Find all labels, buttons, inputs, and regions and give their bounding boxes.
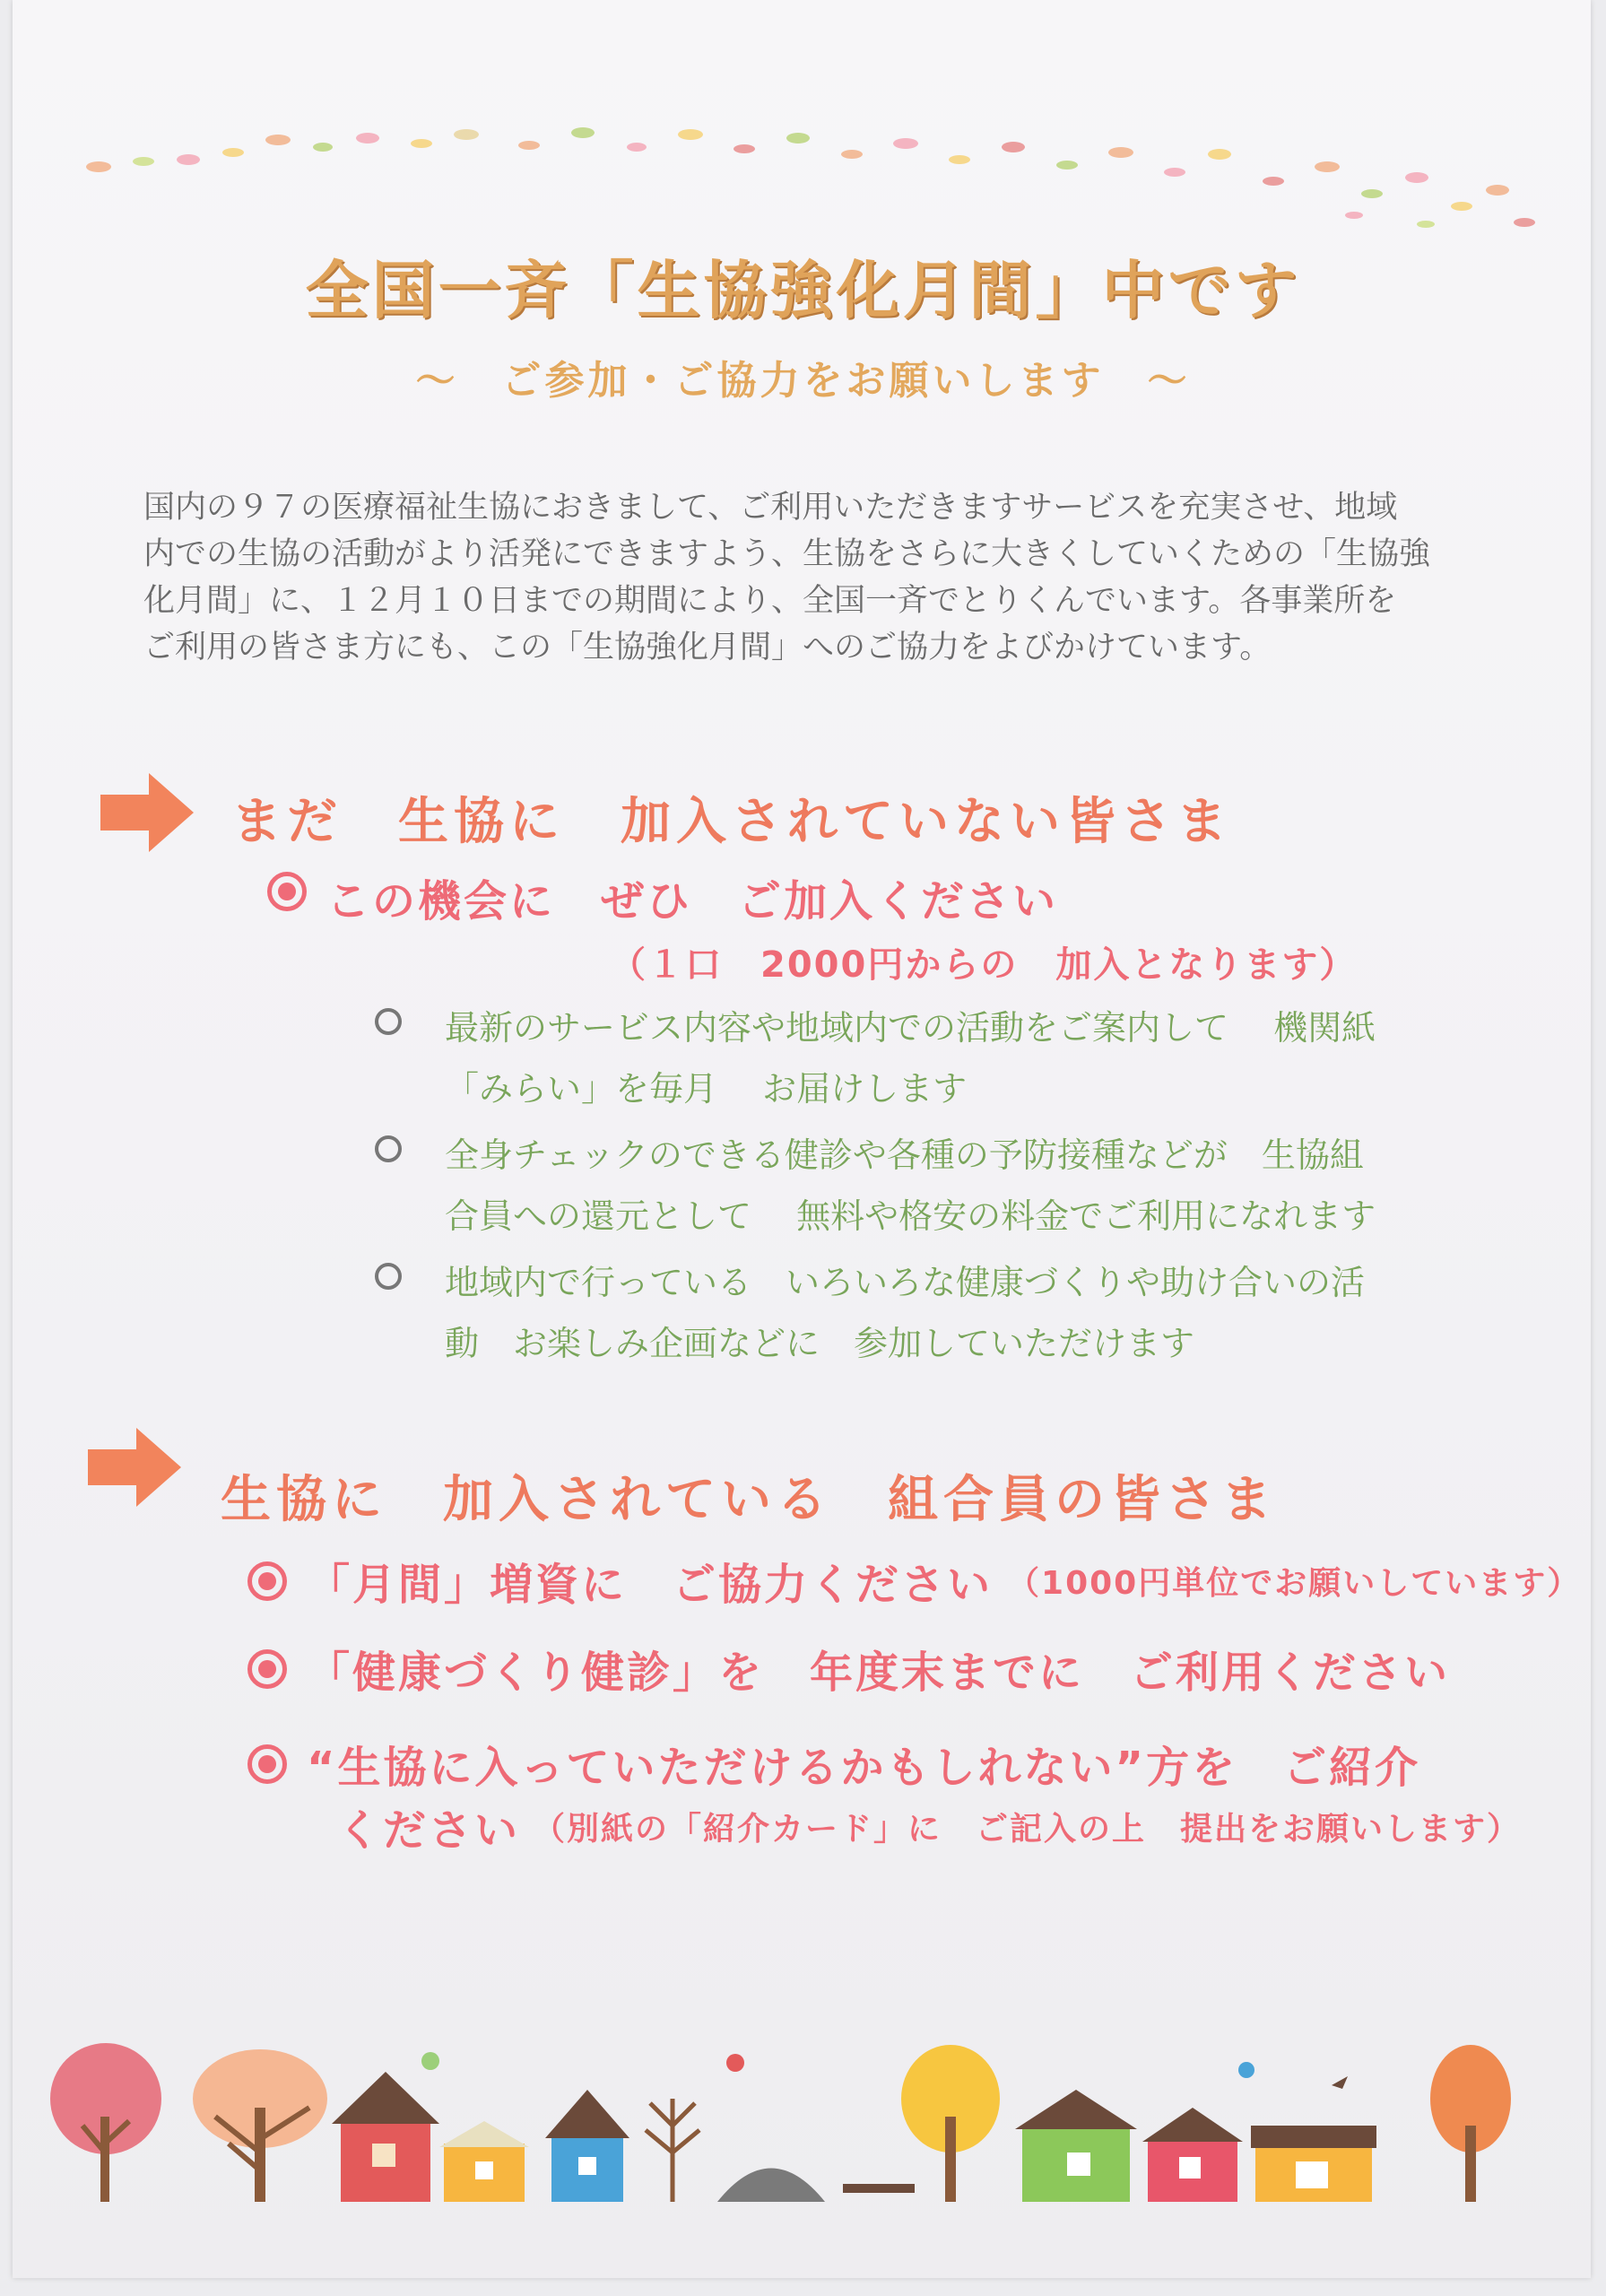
join-fee-note: （１口 2000円からの 加入となります）	[610, 944, 1358, 986]
section1-heading: まだ 生協に 加入されていない皆さま	[231, 793, 1232, 851]
member-bullet	[247, 1550, 1581, 1612]
bare-tree-icon	[646, 2099, 699, 2202]
bullet-dot-icon	[247, 1561, 287, 1601]
section1-bullet	[267, 866, 1058, 928]
falling-leaves-decoration	[81, 108, 1551, 260]
page-title: 全国一斉「生協強化月間」中です	[305, 254, 1301, 327]
benefit-item	[375, 1252, 1476, 1374]
benefit-item	[375, 997, 1476, 1119]
arrow-right-icon	[100, 773, 194, 852]
circle-bullet-icon	[375, 1135, 402, 1162]
house-icon	[332, 2072, 439, 2202]
bird-icon	[1332, 2076, 1348, 2089]
referral-note: （別紙の「紹介カード」に ご記入の上 提出をお願いします）	[533, 1811, 1522, 1848]
page-subtitle: ～ ご参加・ご協力をお願いします ～	[415, 358, 1191, 404]
capital-increase-text: 「月間」増資に ご協力ください	[307, 1560, 994, 1610]
bullet-dot-icon	[267, 872, 307, 911]
capital-increase-note: （1000円単位でお願いしています）	[1007, 1565, 1582, 1602]
checkup-text: 「健康づくり健診」を 年度末までに ご利用ください	[307, 1648, 1451, 1698]
tree-icon	[193, 2049, 327, 2202]
house-icon	[1015, 2090, 1137, 2202]
member-bullet	[247, 1733, 1420, 1795]
bullet-dot-icon	[247, 1649, 287, 1689]
bench-icon	[843, 2184, 915, 2193]
circle-bullet-icon	[375, 1008, 402, 1035]
tree-icon	[901, 2045, 1000, 2202]
town-illustration	[36, 2036, 1560, 2206]
house-icon	[545, 2090, 629, 2202]
join-invite-text: この機会に ぜひ ご加入ください	[326, 876, 1059, 926]
referral-continuation	[337, 1796, 1521, 1857]
arrow-right-icon	[88, 1428, 181, 1507]
referral-text-cont: ください	[337, 1805, 521, 1856]
section2-heading: 生協に 加入されている 組合員の皆さま	[221, 1471, 1277, 1529]
intro-paragraph: 国内の９７の医療福祉生協におきまして、ご利用いただきますサービスを充実させ、地域 内での生協の活動がより活発にできますよう、生協をさらに大きくしていくための「生協強 化月間」に、１２月１０日までの期間により、全国一斉でとりくんでいます。各事業所を ご利用の皆さま方にも、この「生協強化月間」へのご協力をよびかけています。	[143, 490, 1431, 665]
tree-icon	[1430, 2045, 1511, 2202]
tree-icon	[50, 2043, 161, 2202]
shop-icon	[1251, 2126, 1376, 2202]
benefit-text: 全身チェックのできる健診や各種の予防接種などが 生協組 合員への還元として 無料や格安の料金でご利用になれます	[445, 1135, 1376, 1236]
house-icon	[439, 2121, 529, 2202]
bullet-dot-icon	[247, 1744, 287, 1784]
member-bullet	[247, 1638, 1450, 1700]
fountain-icon	[717, 2054, 825, 2202]
circle-bullet-icon	[375, 1263, 402, 1290]
benefit-text: 地域内で行っている いろいろな健康づくりや助け合いの活 動 お楽しみ企画などに 参加していただけます	[445, 1263, 1366, 1363]
benefit-text: 最新のサービス内容や地域内での活動をご案内して 機関紙 「みらい」を毎月 お届けします	[445, 1008, 1376, 1109]
benefit-item	[375, 1125, 1476, 1247]
referral-text: “生協に入っていただけるかもしれない”方を ご紹介	[307, 1743, 1421, 1793]
house-icon	[1142, 2108, 1243, 2202]
